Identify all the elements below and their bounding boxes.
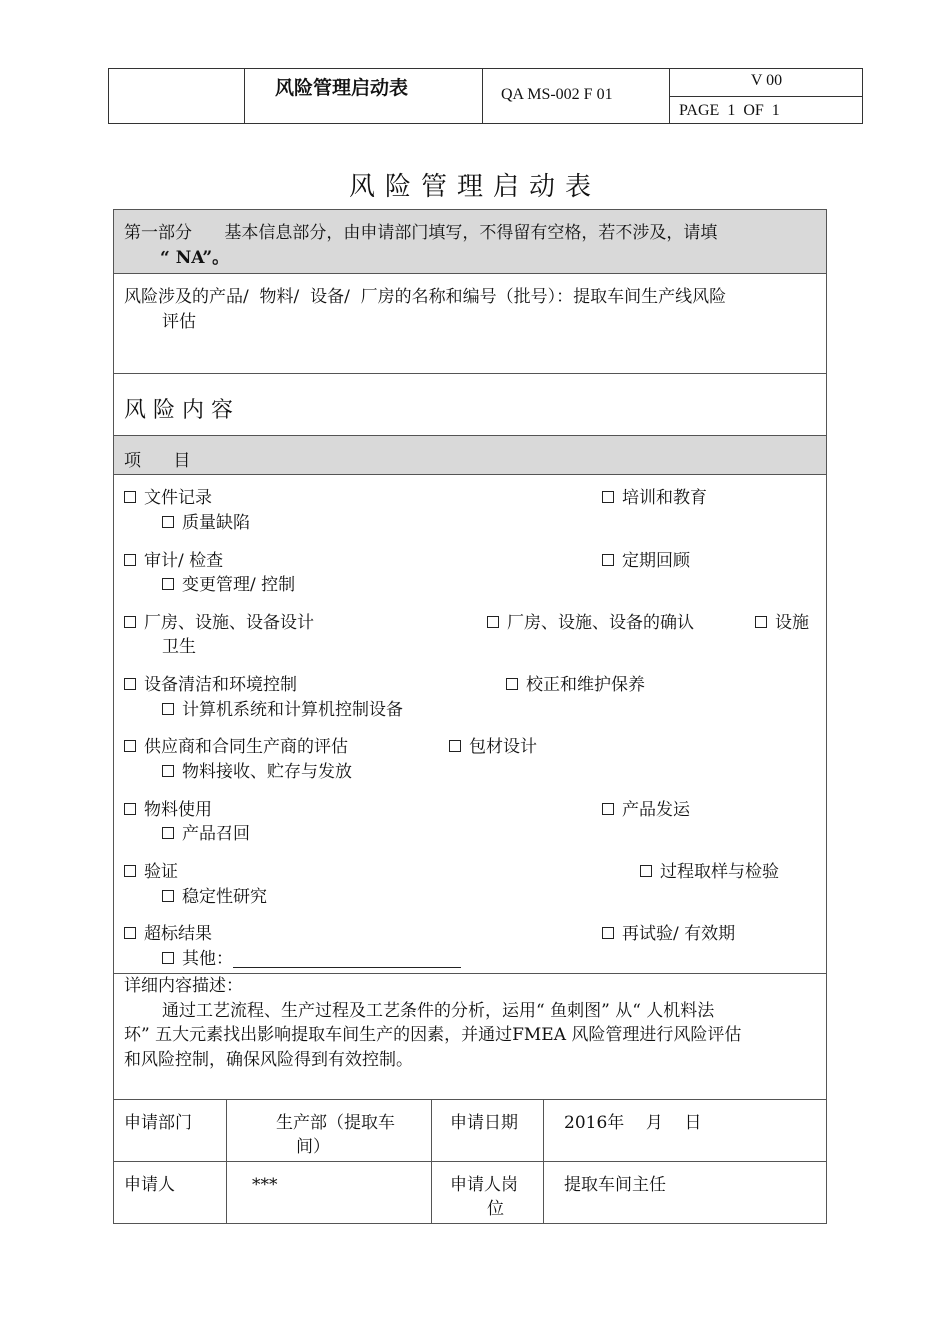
item-computer-sys[interactable]: 计算机系统和计算机控制设备 (162, 698, 403, 723)
checkbox-icon[interactable] (449, 740, 461, 752)
item-retest[interactable]: 再试验/ 有效期 (602, 922, 735, 947)
applicant-value: *** (252, 1175, 278, 1195)
position-label-line1: 申请人岗 (450, 1175, 518, 1195)
checkbox-icon[interactable] (640, 865, 652, 877)
date-label: 申请日期 (450, 1113, 518, 1133)
risk-content-heading: 风 险 内 容 (124, 398, 233, 423)
item-training[interactable]: 培训和教育 (602, 486, 707, 511)
item-facility-hygiene-cont: 卫生 (162, 637, 196, 657)
item-stability[interactable]: 稳定性研究 (162, 885, 267, 910)
doc-code: QA MS-002 F 01 (501, 86, 613, 103)
checkbox-icon[interactable] (162, 578, 174, 590)
item-change-mgmt[interactable]: 变更管理/ 控制 (162, 573, 295, 598)
checkbox-icon[interactable] (506, 678, 518, 690)
checkbox-icon[interactable] (487, 616, 499, 628)
risk-form (113, 209, 827, 1224)
item-material-receive[interactable]: 物料接收、贮存与发放 (162, 760, 352, 785)
logo-cell (109, 69, 245, 123)
document-header (108, 68, 863, 124)
checkbox-icon[interactable] (602, 803, 614, 815)
version-cell (670, 69, 863, 123)
item-cleaning-env[interactable]: 设备清洁和环境控制 (124, 673, 297, 698)
page-title: 风险管理启动表 (348, 172, 601, 202)
checkbox-icon[interactable] (162, 827, 174, 839)
item-material-use[interactable]: 物料使用 (124, 798, 212, 823)
checkbox-icon[interactable] (124, 678, 136, 690)
item-facility-hygiene[interactable]: 设施 (755, 611, 809, 636)
dept-value-line1: 生产部（提取车 (276, 1113, 395, 1133)
version: V 00 (750, 72, 783, 89)
item-product-ship[interactable]: 产品发运 (602, 798, 690, 823)
form-title-cell (245, 69, 483, 123)
item-oos[interactable]: 超标结果 (124, 922, 212, 947)
item-facility-confirm[interactable]: 厂房、设施、设备的确认 (487, 611, 694, 636)
item-process-sampling[interactable]: 过程取样与检验 (640, 860, 779, 885)
form-title: 风险管理启动表 (275, 77, 409, 99)
item-product-recall[interactable]: 产品召回 (162, 822, 250, 847)
checkbox-icon[interactable] (124, 865, 136, 877)
position-label-line2: 位 (487, 1199, 504, 1219)
item-audit[interactable]: 审计/ 检查 (124, 549, 223, 574)
other-input-line[interactable] (233, 951, 461, 968)
checkbox-icon[interactable] (124, 491, 136, 503)
item-quality-defect[interactable]: 质量缺陷 (162, 511, 250, 536)
checkbox-icon[interactable] (124, 616, 136, 628)
detail-line1: 通过工艺流程、生产过程及工艺条件的分析，运用“ 鱼刺图” 从“ 人机料法 (162, 1001, 715, 1021)
page-info: PAGE 1 OF 1 (679, 102, 780, 119)
position-value: 提取车间主任 (564, 1175, 666, 1195)
checkbox-icon[interactable] (162, 516, 174, 528)
dept-value-line2: 间） (296, 1137, 330, 1157)
checkbox-icon[interactable] (755, 616, 767, 628)
checkbox-icon[interactable] (602, 491, 614, 503)
checkbox-icon[interactable] (602, 927, 614, 939)
items-heading: 项 目 (124, 451, 191, 471)
product-line1: 风险涉及的产品/ 物料/ 设备/ 厂房的名称和编号（批号）：提取车间生产线风险 (124, 287, 727, 307)
detail-line2: 环” 五大元素找出影响提取车间生产的因素，并通过FMEA 风险管理进行风险评估 (124, 1025, 742, 1045)
applicant-label: 申请人 (124, 1175, 175, 1195)
item-packaging-design[interactable]: 包材设计 (449, 735, 537, 760)
item-supplier-eval[interactable]: 供应商和合同生产商的评估 (124, 735, 348, 760)
item-periodic-review[interactable]: 定期回顾 (602, 549, 690, 574)
product-line2: 评估 (162, 312, 196, 332)
checkbox-icon[interactable] (162, 765, 174, 777)
checkbox-icon[interactable] (124, 554, 136, 566)
part1-line1: 第一部分 基本信息部分，由申请部门填写，不得留有空格，若不涉及，请填 (124, 223, 718, 243)
items-heading-row (114, 436, 826, 474)
checkbox-icon[interactable] (162, 703, 174, 715)
checkbox-icon[interactable] (602, 554, 614, 566)
checkbox-icon[interactable] (124, 927, 136, 939)
checkbox-icon[interactable] (162, 952, 174, 964)
item-other[interactable]: 其他： (162, 947, 461, 972)
detail-line3: 和风险控制，确保风险得到有效控制。 (124, 1050, 413, 1070)
dept-label: 申请部门 (124, 1113, 192, 1133)
item-doc-records[interactable]: 文件记录 (124, 486, 212, 511)
checkbox-icon[interactable] (124, 740, 136, 752)
date-value: 2016年 月 日 (564, 1113, 702, 1133)
checkbox-icon[interactable] (124, 803, 136, 815)
checkbox-icon[interactable] (162, 890, 174, 902)
item-validation[interactable]: 验证 (124, 860, 178, 885)
doc-code-cell (483, 69, 670, 123)
item-facility-design[interactable]: 厂房、设施、设备设计 (124, 611, 314, 636)
item-calibration[interactable]: 校正和维护保养 (506, 673, 645, 698)
part1-line2: “ NA”。 (160, 248, 230, 268)
detail-heading: 详细内容描述： (124, 976, 243, 996)
